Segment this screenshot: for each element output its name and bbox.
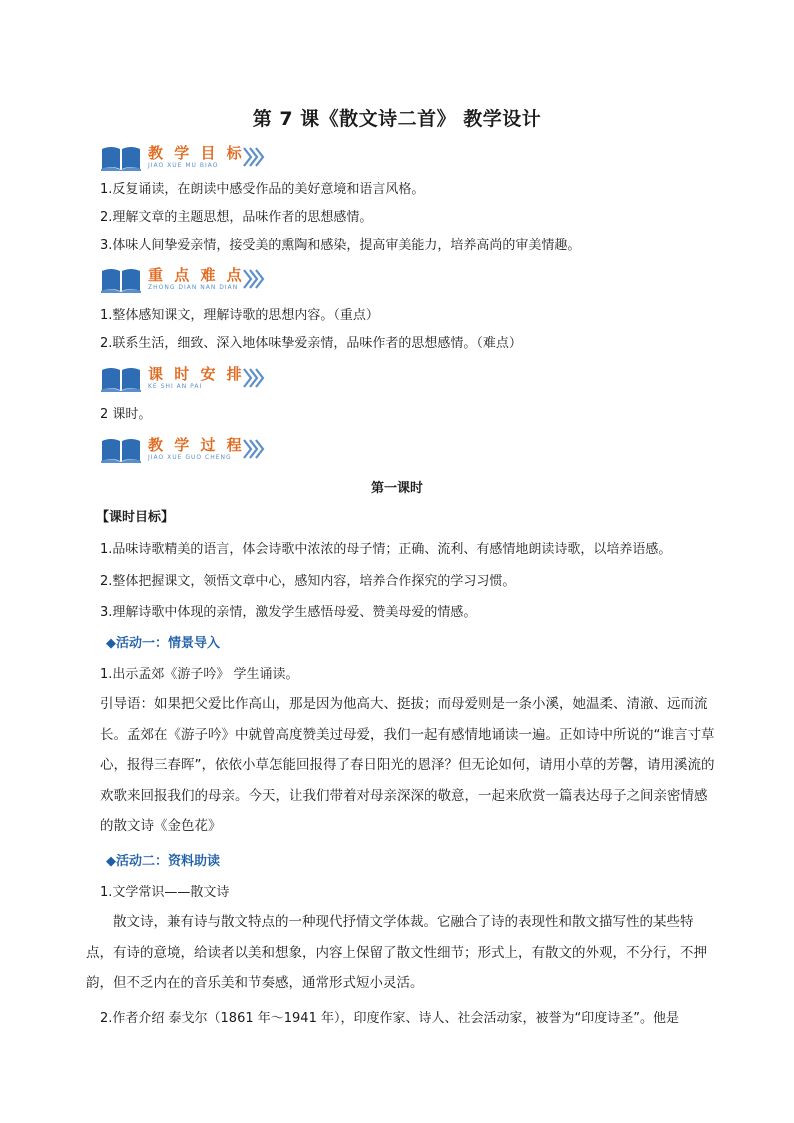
section-banner-goals — [100, 143, 280, 173]
section-banner-process — [100, 435, 280, 465]
section-pinyin: KE SHI AN PAI — [148, 383, 203, 390]
section-title: 教 学 过 程 — [148, 436, 245, 454]
lesson-heading: 第一课时 — [370, 481, 423, 496]
section-title: 教 学 目 标 — [148, 144, 245, 162]
goal-item: 1.反复诵读，在朗读中感受作品的美好意境和语言风格。 — [100, 182, 425, 197]
objective-item: 1.品味诗歌精美的语言，体会诗歌中浓浓的母子情；正确、流利、有感情地朗读诗歌，以培养语感。 — [100, 542, 672, 557]
section-pinyin: JIAO XUE MU BIAO — [148, 162, 219, 169]
section-title: 课 时 安 排 — [148, 365, 245, 383]
objectives-label: 【课时目标】 — [96, 510, 175, 525]
activity-item: 1.出示孟郊《游子吟》 学生诵读。 — [100, 667, 299, 682]
prose-poem-paragraph: 散文诗，兼有诗与散文特点的一种现代抒情文学体裁。它融合了诗的表现性和散文描写性的某些特点，有诗的意境，给读者以美和想象，内容上保留了散文性细节；形式上，有散文的外观，不分行，不押韵，但不乏内在的音乐美和节奏感，通常形式短小灵活。 — [86, 914, 707, 991]
section-banner-keypoints — [100, 265, 280, 295]
author-intro: 2.作者介绍 泰戈尔（1861 年～1941 年），印度作家、诗人、社会活动家，被誉为“印度诗圣”。他是 — [100, 1011, 679, 1026]
goal-item: 2.理解文章的主题思想，品味作者的思想感情。 — [100, 210, 373, 225]
schedule-text: 2 课时。 — [100, 407, 152, 422]
chevrons-right-icon — [242, 438, 266, 460]
chevrons-right-icon — [242, 268, 266, 290]
section-pinyin: ZHONG DIAN NAN DIAN — [148, 284, 239, 291]
guide-paragraph: 引导语：如果把父爱比作高山，那是因为他高大、挺拔；而母爱则是一条小溪，她温柔、清澈、远而流长。孟郊在《游子吟》中就曾高度赞美过母爱，我们一起有感情地诵读一遍。正如诗中所说的“谁言寸草心，报得三春晖”，依依小草怎能回报得了春日阳光的恩泽？但无论如何，请用小草的芳馨，请用溪流的欢歌来回报我们的母亲。今天，让我们带着对母亲深深的敬意，一起来欣赏一篇表达母子之间亲密情感的散文诗《金色花》 — [100, 696, 715, 834]
book-icon — [100, 145, 142, 171]
book-icon — [100, 437, 142, 463]
goal-item: 3.体味人间挚爱亲情，接受美的熏陶和感染，提高审美能力，培养高尚的审美情趣。 — [100, 238, 581, 253]
page-title: 第 7 课《散文诗二首》 教学设计 — [252, 108, 542, 130]
objective-item: 2.整体把握课文，领悟文章中心，感知内容，培养合作探究的学习习惯。 — [100, 574, 516, 589]
chevrons-right-icon — [242, 146, 266, 168]
keypoint-item: 1.整体感知课文，理解诗歌的思想内容。（重点） — [100, 308, 379, 323]
book-icon — [100, 267, 142, 293]
activity-title: ◆活动一：情景导入 — [106, 636, 220, 651]
chevrons-right-icon — [242, 367, 266, 389]
section-banner-schedule — [100, 364, 280, 394]
keypoint-item: 2.联系生活，细致、深入地体味挚爱亲情，品味作者的思想感情。（难点） — [100, 336, 522, 351]
section-title: 重 点 难 点 — [148, 266, 245, 284]
activity-item: 1.文学常识——散文诗 — [100, 885, 230, 900]
objective-item: 3.理解诗歌中体现的亲情，激发学生感悟母爱、赞美母爱的情感。 — [100, 605, 477, 620]
book-icon — [100, 366, 142, 392]
activity-title: ◆活动二：资料助读 — [106, 854, 220, 869]
section-pinyin: JIAO XUE GUO CHENG — [148, 454, 232, 461]
